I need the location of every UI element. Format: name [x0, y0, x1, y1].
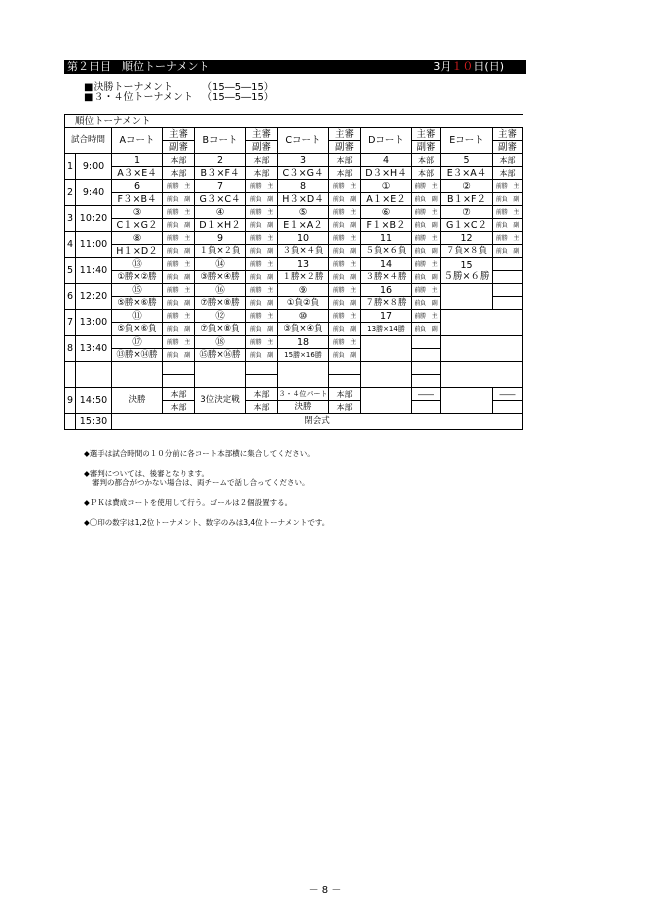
game-number: 2 [195, 154, 246, 167]
game-number: 1 [112, 154, 163, 167]
referee-sub: 前負 副 [246, 245, 278, 258]
referee-sub: 前負 副 [329, 349, 361, 362]
matchup: ⑦負×⑧負 [195, 323, 246, 336]
matchup: F１×B２ [361, 219, 412, 232]
referee-main: 前勝 主 [246, 258, 278, 271]
round-time: 11:40 [76, 258, 112, 284]
round-number: 1 [65, 154, 76, 180]
empty-cell [195, 362, 246, 388]
note-item: ◆選手は試合時間の１０分前に各コート本部横に集合してください。 [84, 449, 315, 458]
empty-cell [329, 375, 361, 388]
matchup: ５勝×６勝 [443, 270, 490, 282]
matchup: １負×２負 [195, 245, 246, 258]
referee-sub: 前負 副 [246, 323, 278, 336]
empty-cell [361, 362, 412, 388]
referee-sub: 前負 副 [246, 193, 278, 206]
empty-cell [112, 362, 163, 388]
game-number: ② [441, 180, 493, 193]
referee-sub: 前負 副 [493, 219, 523, 232]
matchup: G１×C２ [441, 219, 493, 232]
round-number: 8 [65, 336, 76, 362]
matchup: A３×E４ [112, 167, 163, 180]
notes [84, 449, 329, 538]
referee-main: 前勝 主 [163, 180, 195, 193]
empty-cell [493, 297, 523, 310]
round-time: 13:00 [76, 310, 112, 336]
empty-cell [441, 310, 523, 336]
referee-main: 本部 [329, 388, 361, 401]
referee-main: 前勝 主 [163, 258, 195, 271]
referee-sub: 前負 副 [329, 323, 361, 336]
round-8-top [65, 336, 523, 349]
referee-sub: 前負 副 [163, 323, 195, 336]
round-time: 9:00 [76, 154, 112, 180]
matchup: D３×H４ [361, 167, 412, 180]
referee-sub: 本部 [246, 401, 278, 414]
referee-main: 前勝 主 [329, 284, 361, 297]
referee-sub: 本部 [163, 167, 195, 180]
referee-main: 前勝 主 [493, 206, 523, 219]
referee-sub: 前負 副 [246, 349, 278, 362]
ref-main-header: 主審 [412, 128, 441, 141]
game-number: 6 [112, 180, 163, 193]
matchup: ⑤負×⑥負 [112, 323, 163, 336]
round-7-top [65, 310, 523, 323]
round-4-top [65, 232, 523, 245]
tournament-rules [84, 82, 274, 103]
referee-sub: 前負 副 [329, 297, 361, 310]
game-number: ④ [195, 206, 246, 219]
caption-row [65, 115, 523, 128]
referee-sub: 前負 副 [412, 193, 441, 206]
empty-cell [246, 362, 278, 375]
matchup: C１×G２ [112, 219, 163, 232]
referee-main: 前勝 主 [163, 284, 195, 297]
court-a-header: Aコート [112, 128, 163, 154]
referee-main: 前勝 主 [329, 310, 361, 323]
empty-cell [493, 271, 523, 284]
rule-name: ■決勝トーナメント [84, 82, 174, 93]
court-b-header: Bコート [195, 128, 246, 154]
game-number: 15 [460, 259, 473, 271]
matchup: B３×F４ [195, 167, 246, 180]
empty-cell [246, 375, 278, 388]
matchup: C３×G４ [278, 167, 329, 180]
game-number: ⑯ [195, 284, 246, 297]
matchup: ⑬勝×⑭勝 [112, 349, 163, 362]
rule-format: （15―5―15） [202, 82, 274, 93]
referee-main: 本部 [493, 154, 523, 167]
empty-cell [493, 284, 523, 297]
empty-cell [163, 362, 195, 375]
game-number: ⑤ [278, 206, 329, 219]
round-6-top [65, 284, 523, 297]
game-number: 12 [441, 232, 493, 245]
game-number: ⑫ [195, 310, 246, 323]
empty-cell [361, 388, 412, 414]
event-date [433, 60, 504, 74]
date-day: １０ [451, 60, 474, 73]
referee-sub: 本部 [246, 167, 278, 180]
referee-main: 前勝 主 [246, 310, 278, 323]
schedule-table [64, 114, 523, 430]
closing-ceremony: 閉会式 [112, 414, 523, 430]
matchup: E３×A４ [441, 167, 493, 180]
referee-sub: 前負 副 [493, 193, 523, 206]
referee-sub: 前負 副 [163, 245, 195, 258]
referee-main: 本部 [246, 388, 278, 401]
game-number: 10 [278, 232, 329, 245]
referee-sub: 本部 [329, 167, 361, 180]
game-cell [441, 258, 493, 284]
round-time: 15:30 [76, 414, 112, 430]
round-time: 14:50 [76, 388, 112, 414]
court-c-header: Cコート [278, 128, 329, 154]
ref-sub-header: 副審 [412, 141, 441, 154]
bracket-final-label: 決勝 [278, 401, 329, 414]
referee-sub: 前負 副 [246, 219, 278, 232]
matchup: ①勝×②勝 [112, 271, 163, 284]
empty-cell [493, 401, 523, 414]
matchup: ⑮勝×⑯勝 [195, 349, 246, 362]
dash-cell: ―― [412, 388, 441, 401]
referee-main: 前勝 主 [329, 180, 361, 193]
matchup: 13勝×14勝 [361, 323, 412, 336]
court-e-header: Eコート [441, 128, 493, 154]
round-time: 9:40 [76, 180, 112, 206]
court-d-header: Dコート [361, 128, 412, 154]
referee-sub: 前負 副 [163, 349, 195, 362]
page-number: － 8 － [308, 885, 342, 896]
round-1-bottom [65, 167, 523, 180]
game-number: 16 [361, 284, 412, 297]
game-number: 14 [361, 258, 412, 271]
referee-main: 前勝 主 [163, 310, 195, 323]
ref-sub-header: 副審 [246, 141, 278, 154]
empty-cell [441, 336, 523, 362]
game-number: ③ [112, 206, 163, 219]
round-4-bottom [65, 245, 523, 258]
referee-main: 前勝 主 [329, 336, 361, 349]
game-number: 9 [195, 232, 246, 245]
game-number: 7 [195, 180, 246, 193]
matchup: ５負×６負 [361, 245, 412, 258]
matchup: ３負×４負 [278, 245, 329, 258]
matchup: １勝×２勝 [278, 271, 329, 284]
blank-row [65, 362, 523, 375]
game-number: ⑭ [195, 258, 246, 271]
game-number: ⑰ [112, 336, 163, 349]
empty-cell [329, 362, 361, 375]
header-row [65, 128, 523, 141]
game-number: 3 [278, 154, 329, 167]
referee-main: 前勝 主 [329, 206, 361, 219]
round-2-bottom [65, 193, 523, 206]
referee-main: 前勝 主 [246, 180, 278, 193]
col-time-header: 試合時間 [65, 128, 112, 154]
game-number: ① [361, 180, 412, 193]
game-number: ⑪ [112, 310, 163, 323]
game-number: ⑧ [112, 232, 163, 245]
empty-cell [493, 258, 523, 271]
empty-cell [441, 362, 523, 388]
referee-main: 前勝 主 [329, 232, 361, 245]
empty-cell [361, 336, 412, 362]
round-number: 2 [65, 180, 76, 206]
round-3-bottom [65, 219, 523, 232]
round-5-top [65, 258, 523, 271]
empty-cell [76, 362, 112, 388]
referee-main: 前勝 主 [246, 206, 278, 219]
ref-main-header: 主審 [329, 128, 361, 141]
game-number: 4 [361, 154, 412, 167]
empty-cell [412, 349, 441, 362]
matchup: ３勝×４勝 [361, 271, 412, 284]
referee-main: 前勝 主 [246, 232, 278, 245]
referee-sub: 前負 副 [163, 271, 195, 284]
ref-main-header: 主審 [246, 128, 278, 141]
page-header-bar [64, 60, 526, 74]
referee-main: 本部 [163, 154, 195, 167]
matchup: ⑦勝×⑧勝 [195, 297, 246, 310]
referee-main: 前勝 主 [493, 180, 523, 193]
empty-cell [441, 388, 493, 414]
round-number: 4 [65, 232, 76, 258]
referee-sub: 前負 副 [329, 271, 361, 284]
game-number: 8 [278, 180, 329, 193]
ref-sub-header: 副審 [329, 141, 361, 154]
referee-main: 前勝 主 [163, 232, 195, 245]
matchup: G３×C４ [195, 193, 246, 206]
game-number: ⑬ [112, 258, 163, 271]
matchup: ③負×④負 [278, 323, 329, 336]
round-number: 5 [65, 258, 76, 284]
matchup: A１×E２ [361, 193, 412, 206]
page-title: 第２日目 順位トーナメント [67, 60, 210, 73]
matchup: ７勝×８勝 [361, 297, 412, 310]
matchup: F３×B４ [112, 193, 163, 206]
referee-main: 前勝 主 [412, 258, 441, 271]
empty-cell [65, 362, 76, 388]
date-suffix: 日(日) [473, 60, 504, 73]
empty-cell [412, 401, 441, 414]
referee-main: 前勝 主 [412, 310, 441, 323]
matchup: D１×H２ [195, 219, 246, 232]
note-item: ◆〇印の数字は1,2位トーナメント、数字のみは3,4位トーナメントです。 [84, 518, 330, 527]
round-number: 6 [65, 284, 76, 310]
ref-main-header: 主審 [493, 128, 523, 141]
game-number: ⑥ [361, 206, 412, 219]
referee-main: 前勝 主 [246, 336, 278, 349]
referee-main: 前勝 主 [412, 206, 441, 219]
table-caption: 順位トーナメント [65, 115, 523, 128]
referee-sub: 前負 副 [412, 271, 441, 284]
round-number: 3 [65, 206, 76, 232]
dash-cell: ―― [493, 388, 523, 401]
referee-main: 前勝 主 [412, 232, 441, 245]
round-1-top [65, 154, 523, 167]
referee-sub: 前負 副 [163, 297, 195, 310]
round-time: 13:40 [76, 336, 112, 362]
referee-main: 本部 [329, 154, 361, 167]
referee-sub: 前負 副 [412, 297, 441, 310]
referee-sub: 前負 副 [329, 193, 361, 206]
referee-main: 本部 [246, 154, 278, 167]
referee-main: 前勝 主 [163, 336, 195, 349]
ref-main-header: 主審 [163, 128, 195, 141]
round-time: 11:00 [76, 232, 112, 258]
empty-cell [65, 414, 76, 430]
referee-main: 前勝 主 [412, 284, 441, 297]
referee-sub: 前負 副 [412, 219, 441, 232]
game-number: 17 [361, 310, 412, 323]
referee-main: 前勝 主 [412, 180, 441, 193]
referee-sub: 本部 [163, 401, 195, 414]
referee-sub: 前負 副 [412, 323, 441, 336]
referee-main: 本部 [163, 388, 195, 401]
round-3-top [65, 206, 523, 219]
game-number: 13 [278, 258, 329, 271]
round-9-top [65, 388, 523, 401]
empty-cell [412, 362, 441, 375]
game-number: 18 [278, 336, 329, 349]
referee-main: 前勝 主 [246, 284, 278, 297]
matchup: B１×F２ [441, 193, 493, 206]
matchup: 15勝×16勝 [278, 349, 329, 362]
matchup: E１×A２ [278, 219, 329, 232]
game-number: 11 [361, 232, 412, 245]
matchup: ⑤勝×⑥勝 [112, 297, 163, 310]
game-number: ⑩ [278, 310, 329, 323]
matchup: H３×D４ [278, 193, 329, 206]
note-item: 審判の都合がつかない場合は、両チームで話し合ってください。 [92, 478, 310, 487]
game-number: 5 [441, 154, 493, 167]
date-month: 3月 [433, 60, 452, 73]
matchup: H１×D２ [112, 245, 163, 258]
referee-sub: 前負 副 [412, 245, 441, 258]
round-number: 7 [65, 310, 76, 336]
referee-sub: 前負 副 [493, 245, 523, 258]
rule-third [84, 92, 274, 103]
referee-main: 前勝 主 [493, 232, 523, 245]
third-place-match: 3位決定戦 [195, 388, 246, 414]
game-number: ⑨ [278, 284, 329, 297]
note-item: ◆審判については、後審となります。 [84, 469, 210, 478]
empty-cell [441, 284, 493, 310]
referee-main: 前勝 主 [329, 258, 361, 271]
matchup: ③勝×④勝 [195, 271, 246, 284]
referee-main: 本部 [412, 154, 441, 167]
game-number: ⑱ [195, 336, 246, 349]
referee-sub: 本部 [493, 167, 523, 180]
round-time: 12:20 [76, 284, 112, 310]
final-match: 決勝 [112, 388, 163, 414]
empty-cell [412, 375, 441, 388]
game-number: ⑮ [112, 284, 163, 297]
referee-sub: 前負 副 [163, 219, 195, 232]
referee-sub: 前負 副 [246, 297, 278, 310]
round-2-top [65, 180, 523, 193]
bracket-part-label: ３・４位パート [278, 388, 329, 401]
empty-cell [412, 336, 441, 349]
empty-cell [163, 375, 195, 388]
round-number: 9 [65, 388, 76, 414]
note-item: ◆ＰＫは費成コートを使用して行う。ゴールは２個設置する。 [84, 498, 293, 507]
round-time: 10:20 [76, 206, 112, 232]
referee-sub: 前負 副 [329, 219, 361, 232]
rule-format: （15―5―15） [202, 92, 274, 103]
rule-name: ■３・４位トーナメント [84, 92, 194, 103]
ref-sub-header: 副審 [493, 141, 523, 154]
game-number: ⑦ [441, 206, 493, 219]
referee-sub: 前負 副 [246, 271, 278, 284]
closing-row [65, 414, 523, 430]
referee-sub: 前負 副 [163, 193, 195, 206]
ref-sub-header: 副審 [163, 141, 195, 154]
empty-cell [278, 362, 329, 388]
referee-sub: 本部 [329, 401, 361, 414]
matchup: ①負②負 [278, 297, 329, 310]
matchup: ７負×８負 [441, 245, 493, 258]
referee-sub: 前負 副 [329, 245, 361, 258]
referee-sub: 本部 [412, 167, 441, 180]
referee-main: 前勝 主 [163, 206, 195, 219]
